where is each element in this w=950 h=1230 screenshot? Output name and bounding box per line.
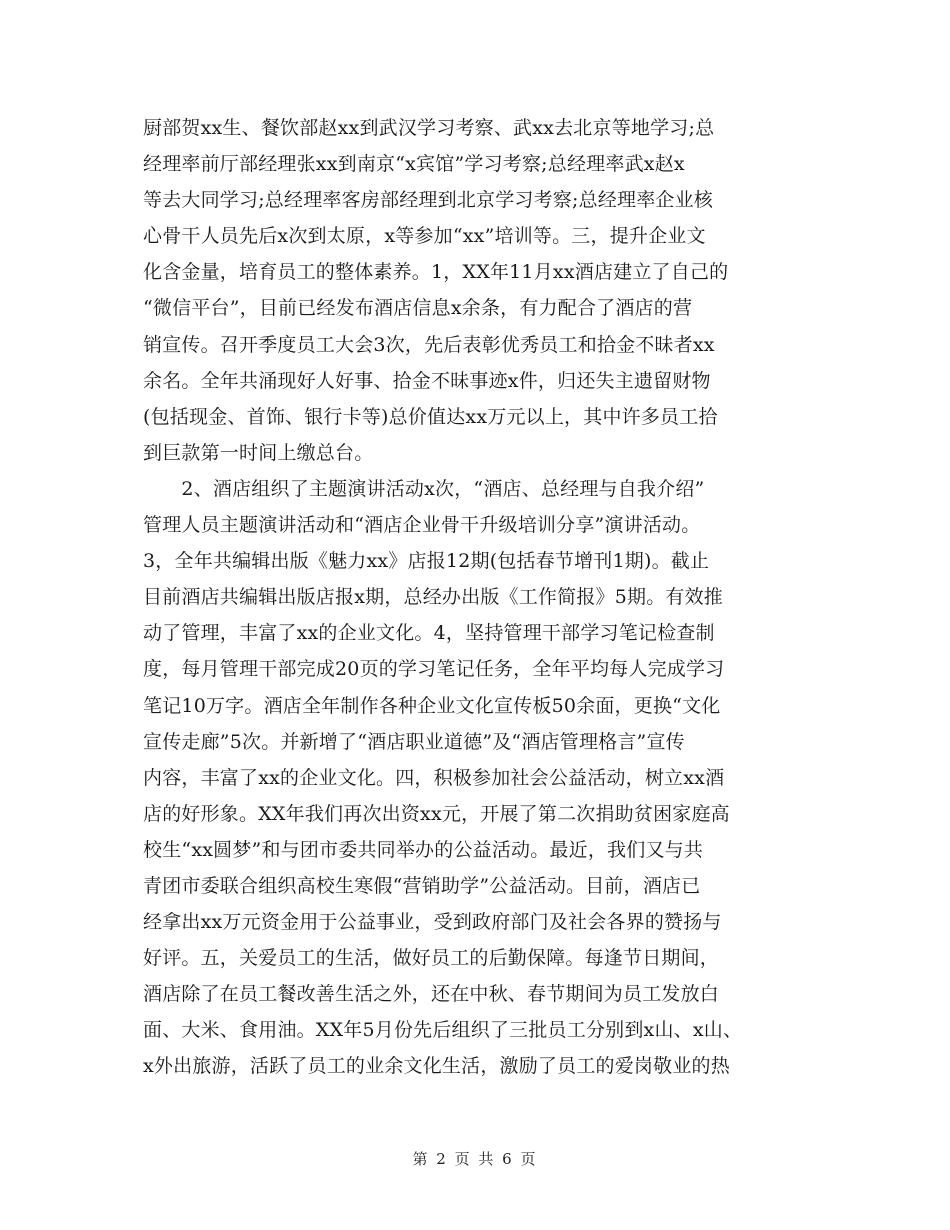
text-line: 2、酒店组织了主题演讲活动x次，“酒店、总经理与自我介绍”: [143, 477, 705, 500]
text-line: 度，每月管理干部完成20页的学习笔记任务，全年平均每人完成学习: [143, 658, 725, 681]
text-line: 面、大米、食用油。XX年5月份先后组织了三批员工分别到x山、x山、: [143, 1019, 743, 1042]
text-line: 余名。全年共涌现好人好事、拾金不昧事迹x件，归还失主遗留财物: [143, 369, 711, 392]
text-line: 店的好形象。XX年我们再次出资xx元，开展了第二次捐助贫困家庭高: [143, 802, 730, 825]
text-line: 好评。五，关爱员工的生活，做好员工的后勤保障。每逢节日期间，: [143, 947, 720, 970]
text-line: 笔记10万字。酒店全年制作各种企业文化宣传板50余面，更换“文化: [143, 694, 721, 717]
text-line: 3，全年共编辑出版《魅力xx》店报12期(包括春节增刊1期)。截止: [143, 550, 710, 573]
text-line: 目前酒店共编辑出版店报x期，总经办出版《工作简报》5期。有效推: [143, 586, 724, 609]
text-line: 青团市委联合组织高校生寒假“营销助学”公益活动。目前，酒店已: [143, 874, 701, 897]
text-line: 心骨干人员先后x次到太原，x等参加“xx”培训等。三，提升企业文: [143, 225, 706, 248]
text-line: 酒店除了在员工餐改善生活之外，还在中秋、春节期间为员工发放白: [143, 983, 720, 1006]
text-line: 校生“xx圆梦”和与团市委共同举办的公益活动。最近，我们又与共: [143, 838, 704, 861]
text-line: 宣传走廊”5次。并新增了“酒店职业道德”及“酒店管理格言”宣传: [143, 730, 685, 753]
page-number: 第 2 页 共 6 页: [412, 1150, 538, 1168]
text-line: (包括现金、首饰、银行卡等)总价值达xx万元以上，其中许多员工拾: [143, 405, 718, 428]
text-line: 等去大同学习;总经理率客房部经理到北京学习考察;总经理率企业核: [143, 189, 714, 212]
text-line: 化含金量，培育员工的整体素养。1，XX年11月xx酒店建立了自己的: [143, 261, 729, 284]
document-body: [143, 110, 815, 1085]
text-line: 管理人员主题演讲活动和“酒店企业骨干升级培训分享”演讲活动。: [143, 514, 701, 537]
text-line: 销宣传。召开季度员工大会3次，先后表彰优秀员工和拾金不昧者xx: [143, 333, 715, 356]
text-line: 内容，丰富了xx的企业文化。四，积极参加社会公益活动，树立xx酒: [143, 766, 725, 789]
text-line: x外出旅游，活跃了员工的业余文化生活，激励了员工的爱岗敬业的热: [143, 1055, 730, 1078]
text-line: 到巨款第一时间上缴总台。: [143, 441, 374, 464]
text-line: 厨部贺xx生、餐饮部赵xx到武汉学习考察、武xx去北京等地学习;总: [143, 117, 715, 139]
text-line: 经理率前厅部经理张xx到南京“x宾馆”学习考察;总经理率武x赵x: [143, 153, 685, 176]
text-line: 动了管理，丰富了xx的企业文化。4，坚持管理干部学习笔记检查制: [143, 622, 715, 645]
text-line: 经拿出xx万元资金用于公益事业，受到政府部门及社会各界的赞扬与: [143, 911, 722, 934]
text-line: “微信平台”，目前已经发布酒店信息x余条，有力配合了酒店的营: [143, 297, 693, 320]
